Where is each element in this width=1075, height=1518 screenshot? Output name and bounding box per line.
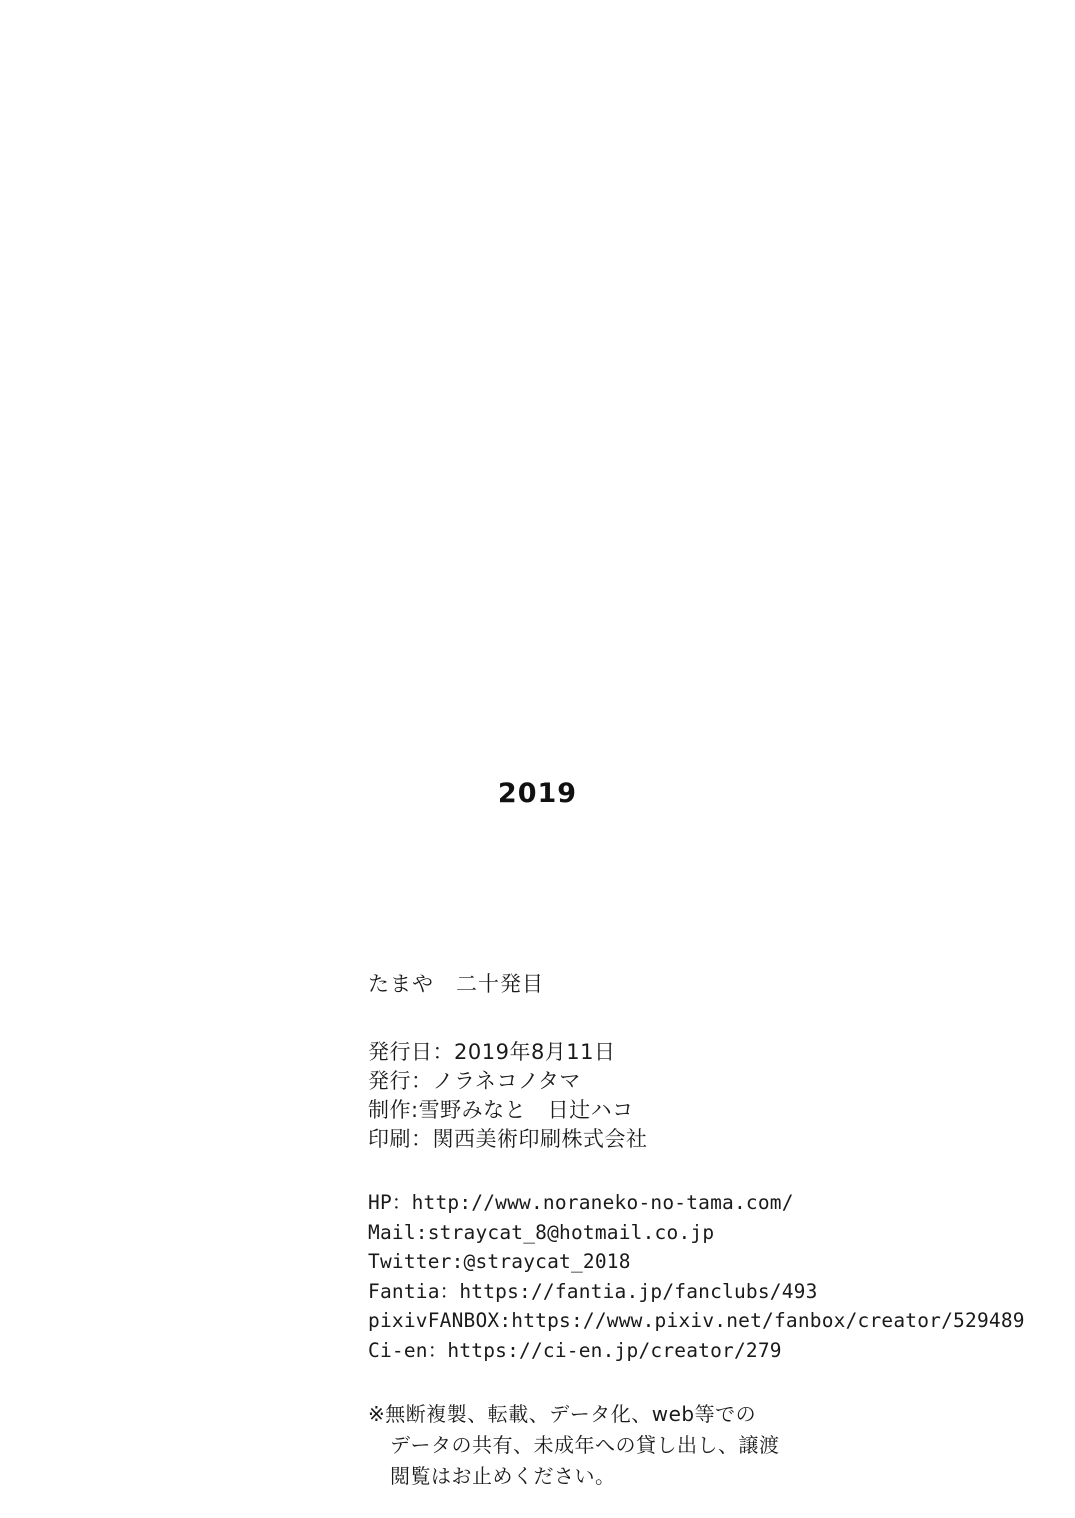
contact-line-mail: Mail:straycat_8@hotmail.co.jp xyxy=(368,1220,715,1244)
imprint-block xyxy=(368,1038,1028,1154)
imprint-line: 制作:雪野みなと 日辻ハコ xyxy=(368,1098,634,1122)
contact-block xyxy=(368,1188,1028,1365)
notice-line: 閲覧はお止めください。 xyxy=(390,1464,616,1488)
imprint-line: 発行：ノラネコノタマ xyxy=(368,1069,581,1093)
imprint-line: 発行日：2019年8月11日 xyxy=(368,1040,616,1064)
notice-block xyxy=(368,1399,1028,1492)
notice-line: データの共有、未成年への貸し出し、譲渡 xyxy=(390,1433,780,1457)
imprint-line: 印刷：関西美術印刷株式会社 xyxy=(368,1127,648,1151)
contact-line-fanbox: pixivFANBOX:https://www.pixiv.net/fanbox/creator/529489 xyxy=(368,1309,1025,1332)
contact-line-fantia: Fantia：https://fantia.jp/fanclubs/493 xyxy=(368,1279,818,1303)
contact-line-cien: Ci-en：https://ci-en.jp/creator/279 xyxy=(368,1338,782,1362)
work-title: たまや 二十発目 xyxy=(368,972,544,996)
colophon-block xyxy=(368,968,1028,1518)
year-heading: 2019 xyxy=(497,778,578,809)
contact-line-hp: HP：http://www.noraneko-no-tama.com/ xyxy=(368,1191,794,1214)
contact-line-twitter: Twitter:@straycat_2018 xyxy=(368,1250,631,1273)
notice-line: ※無断複製、転載、データ化、web等での xyxy=(368,1402,757,1426)
